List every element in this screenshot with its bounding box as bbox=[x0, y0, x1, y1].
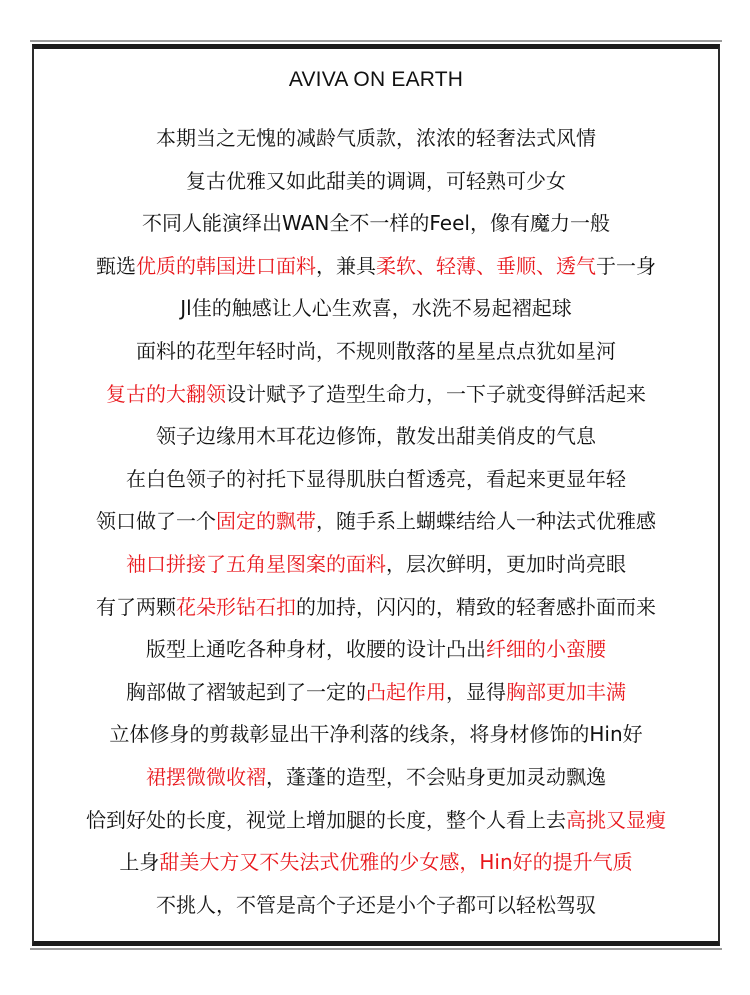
description-line bbox=[34, 287, 718, 330]
description-lines bbox=[34, 117, 718, 926]
body-text: 领子边缘用木耳花边修饰，散发出甜美俏皮的气息 bbox=[156, 424, 596, 449]
highlight-text: 袖口拼接了五角星图案的面料 bbox=[126, 551, 386, 576]
body-text: 设计赋予了造型生命力，一下子就变得鲜活起来 bbox=[226, 381, 646, 406]
description-line bbox=[34, 713, 718, 756]
body-text: ，兼具 bbox=[316, 253, 376, 278]
description-line bbox=[34, 500, 718, 543]
highlight-text: 高挑又显瘦 bbox=[566, 807, 666, 832]
highlight-text: 甜美大方又不失法式优雅的少女感，Hin好的提升气质 bbox=[159, 850, 633, 875]
document-frame bbox=[32, 44, 720, 946]
body-text: 甄选 bbox=[96, 253, 136, 278]
body-text: 恰到好处的长度，视觉上增加腿的长度，整个人看上去 bbox=[86, 807, 566, 832]
highlight-text: 纤细的小蛮腰 bbox=[486, 637, 606, 662]
body-text: ，蓬蓬的造型，不会贴身更加灵动飘逸 bbox=[266, 764, 606, 789]
highlight-text: 复古的大翻领 bbox=[106, 381, 226, 406]
body-text: 领口做了一个 bbox=[96, 509, 216, 534]
highlight-text: 柔软、轻薄、垂顺、透气 bbox=[376, 253, 596, 278]
description-line bbox=[34, 117, 718, 160]
description-line bbox=[34, 543, 718, 586]
body-text: 上身 bbox=[119, 850, 160, 875]
body-text: 复古优雅又如此甜美的调调，可轻熟可少女 bbox=[186, 168, 566, 193]
description-line bbox=[34, 458, 718, 501]
highlight-text: 胸部更加丰满 bbox=[506, 679, 626, 704]
description-line bbox=[34, 671, 718, 714]
body-text: 立体修身的剪裁彰显出干净利落的线条，将身材修饰的Hin好 bbox=[109, 722, 643, 747]
description-line bbox=[34, 373, 718, 416]
description-line bbox=[34, 245, 718, 288]
body-text: 版型上通吃各种身材，收腰的设计凸出 bbox=[146, 637, 486, 662]
description-line bbox=[34, 884, 718, 927]
description-line bbox=[34, 330, 718, 373]
body-text: 胸部做了褶皱起到了一定的 bbox=[126, 679, 366, 704]
body-text: 在白色领子的衬托下显得肌肤白皙透亮，看起来更显年轻 bbox=[126, 466, 626, 491]
body-text: ，层次鲜明，更加时尚亮眼 bbox=[386, 551, 626, 576]
description-line bbox=[34, 628, 718, 671]
body-text: ，随手系上蝴蝶结给人一种法式优雅感 bbox=[316, 509, 656, 534]
highlight-text: 裙摆微微收褶 bbox=[146, 764, 266, 789]
body-text: 不同人能演绎出WAN全不一样的Feel，像有魔力一般 bbox=[142, 211, 610, 236]
body-text: 面料的花型年轻时尚，不规则散落的星星点点犹如星河 bbox=[136, 338, 616, 363]
description-line bbox=[34, 799, 718, 842]
description-line bbox=[34, 415, 718, 458]
highlight-text: 固定的飘带 bbox=[216, 509, 316, 534]
body-text: 于一身 bbox=[596, 253, 656, 278]
body-text: 的加持，闪闪的，精致的轻奢感扑面而来 bbox=[296, 594, 656, 619]
description-line bbox=[34, 586, 718, 629]
description-line bbox=[34, 841, 718, 884]
body-text: 本期当之无愧的减龄气质款，浓浓的轻奢法式风情 bbox=[156, 126, 596, 150]
highlight-text: 凸起作用 bbox=[366, 679, 446, 704]
body-text: ，显得 bbox=[446, 679, 506, 704]
body-text: 不挑人，不管是高个子还是小个子都可以轻松驾驭 bbox=[156, 892, 596, 917]
highlight-text: 花朵形钻石扣 bbox=[176, 594, 296, 619]
description-line bbox=[34, 160, 718, 203]
body-text: Jl佳的触感让人心生欢喜，水洗不易起褶起球 bbox=[180, 296, 572, 321]
highlight-text: 优质的韩国进口面料 bbox=[136, 253, 316, 278]
description-line bbox=[34, 756, 718, 799]
description-line bbox=[34, 202, 718, 245]
body-text: 有了两颗 bbox=[96, 594, 176, 619]
document-title: AVIVA ON EARTH bbox=[288, 68, 464, 91]
